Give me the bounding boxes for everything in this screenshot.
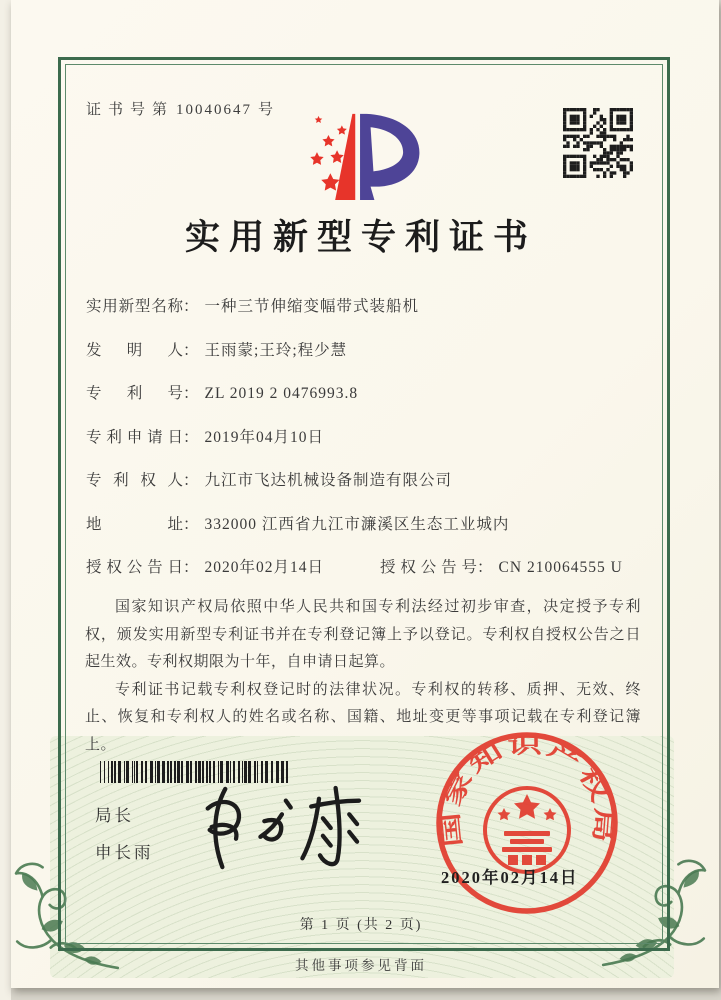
seal-icon [432,728,622,918]
certificate-number-prefix: 证书号第 [86,102,175,118]
official-seal [432,728,622,923]
certificate-number-line [86,98,273,119]
field-label: 专利号 [86,385,183,402]
svg-text:国家知识产权局 [438,733,617,848]
seal-text: 国家知识产权局 [438,732,617,849]
qr-code [563,108,633,183]
grant-date-label: 授权公告日 [86,559,183,576]
colon: ： [183,515,199,533]
field-value: 王雨蒙;王玲;程少慧 [204,341,348,359]
certificate-number: 10040647 [176,102,253,118]
certificate-number-suffix: 号 [258,102,274,118]
field-address [86,512,642,556]
field-label: 实用新型名称 [86,298,183,315]
field-grant-row [86,555,642,599]
grant-number-value: CN 210064555 U [498,559,623,576]
field-label: 发明人 [86,341,183,359]
director-signature [196,778,401,883]
colon: ： [183,428,199,446]
field-inventors [86,338,642,382]
grant-number-label: 授权公告号 [380,559,478,576]
field-value: 332000 江西省九江市濂溪区生态工业城内 [204,515,510,533]
colon: ： [183,385,199,402]
director-block [95,802,154,876]
field-value: 一种三节伸缩变幅带式装船机 [204,298,420,315]
field-label: 地址 [86,515,183,533]
field-application-date [86,425,642,469]
field-list [86,294,642,599]
legal-paragraph-2: 专利证书记载专利权登记时的法律状况。专利权的转移、质押、无效、终止、恢复和专利权人的姓名或名称、国籍、地址变更等事项记载在专利登记簿上。 [85,681,641,753]
field-utility-model-name [86,294,642,338]
qr-code-icon [563,108,633,178]
field-value: 九江市飞达机械设备制造有限公司 [204,472,453,489]
colon: ： [183,298,199,315]
field-patent-number [86,381,642,425]
seal-date: 2020年02月14日 [441,868,579,887]
field-label: 专利权人 [86,472,183,489]
national-emblem [485,788,569,872]
field-label: 专利申请日 [86,428,183,446]
cnipa-logo-icon [294,110,428,202]
colon: ： [183,341,199,359]
certificate-title: 实用新型专利证书 [184,218,537,257]
colon: ： [183,472,199,489]
page-number: 第 1 页 (共 2 页) [299,918,423,933]
director-name: 申长雨 [95,843,154,862]
field-value: ZL 2019 2 0476993.8 [204,385,359,402]
field-patentee [86,468,642,512]
cnipa-logo [294,110,428,207]
grant-number-group [380,559,623,576]
field-value: 2019年04月10日 [204,428,325,446]
colon: ： [477,559,493,576]
colon: ： [183,559,199,576]
legal-paragraph-1: 国家知识产权局依照中华人民共和国专利法经过初步审查，决定授予专利权，颁发实用新型专利证书并在专利登记簿上予以登记。专利权自授权公告之日起生效。专利权期限为十年，自申请日起算。 [85,599,641,670]
back-side-note: 其他事项参见背面 [295,958,427,973]
director-title: 局长 [95,806,134,825]
signature-strokes-icon [196,778,401,878]
grant-date-value: 2020年02月14日 [204,559,325,576]
